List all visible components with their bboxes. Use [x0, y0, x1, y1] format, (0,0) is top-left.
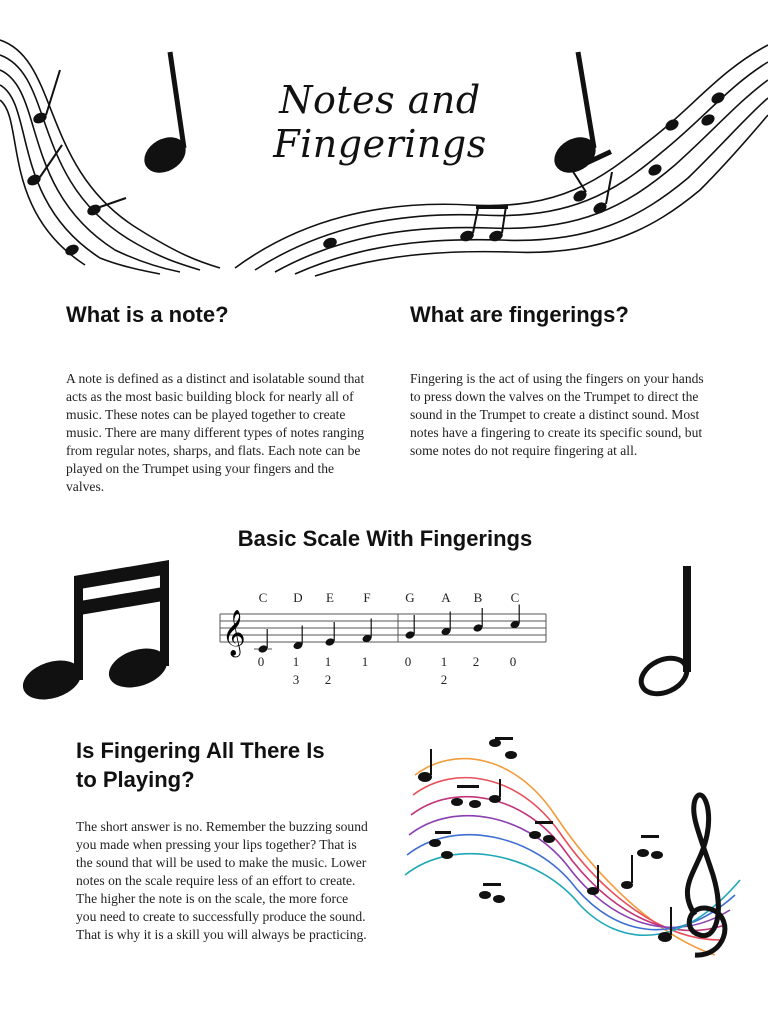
beamed-notes-icon	[20, 558, 190, 708]
rainbow-staff-decoration	[395, 735, 755, 975]
fingering-top: 1	[440, 654, 448, 669]
fingering-top: 0	[509, 654, 517, 669]
scale-note-letter: D	[293, 590, 303, 605]
fingering-top: 1	[361, 654, 369, 669]
fingering-bottom: 2	[324, 672, 332, 687]
treble-clef-icon	[687, 795, 724, 955]
fingering-all-heading	[76, 736, 396, 794]
scale-note-letter: C	[258, 590, 268, 605]
fingering-top: 0	[404, 654, 412, 669]
scale-note-letter: G	[405, 590, 415, 605]
treble-clef-icon: 𝄞	[222, 610, 246, 656]
scale-note-letter: C	[510, 590, 520, 605]
fingering-bottom: 2	[440, 672, 448, 687]
header-note-2	[26, 173, 43, 188]
scale-note-letter: B	[473, 590, 483, 605]
fingering-bottom: 3	[292, 672, 300, 687]
what-is-note-body: A note is defined as a distinct and isolatable sound that acts as the most basic building block for nearly all of music. These notes can be played together to create music. There are many different types of notes ranging from regular notes, sharps, and flats. Each note can be played on the Trumpet using your fingers and the valves.	[66, 371, 365, 494]
fingering-top: 0	[257, 654, 265, 669]
page-title: Notes and Fingerings	[273, 78, 487, 166]
what-are-fingerings-heading: What are fingerings?	[410, 302, 629, 327]
fingering-all-body: The short answer is no. Remember the buzzing sound you made when pressing your lips together? That is the sound that will be used to make the music. Lower notes on the scale require less of an effort to create. The higher the note is on the scale, the more force you need to create to successfully produce the sound. That is why it is a skill you will always be practicing.	[76, 819, 368, 942]
scale-note-letter: A	[441, 590, 451, 605]
scale-note-letter: E	[326, 590, 334, 605]
fingering-all-heading-line2: to Playing?	[76, 767, 195, 792]
fingering-all-heading-line1: Is Fingering All There Is	[76, 738, 325, 763]
fingering-top: 1	[324, 654, 332, 669]
fingering-top: 2	[472, 654, 480, 669]
scale-staff	[220, 590, 550, 670]
what-are-fingerings-body: Fingering is the act of using the fingers on your hands to press down the valves on the Trumpet to direct the sound in the Trumpet to create a distinct sound. Most notes have a fingering to create its specific sound, but some notes do not require fingering at all.	[410, 371, 704, 458]
what-is-note-heading: What is a note?	[66, 302, 229, 327]
fingering-top: 1	[292, 654, 300, 669]
scale-heading: Basic Scale With Fingerings	[237, 526, 533, 551]
half-note-icon	[638, 564, 698, 704]
scale-note-letter: F	[363, 590, 371, 605]
